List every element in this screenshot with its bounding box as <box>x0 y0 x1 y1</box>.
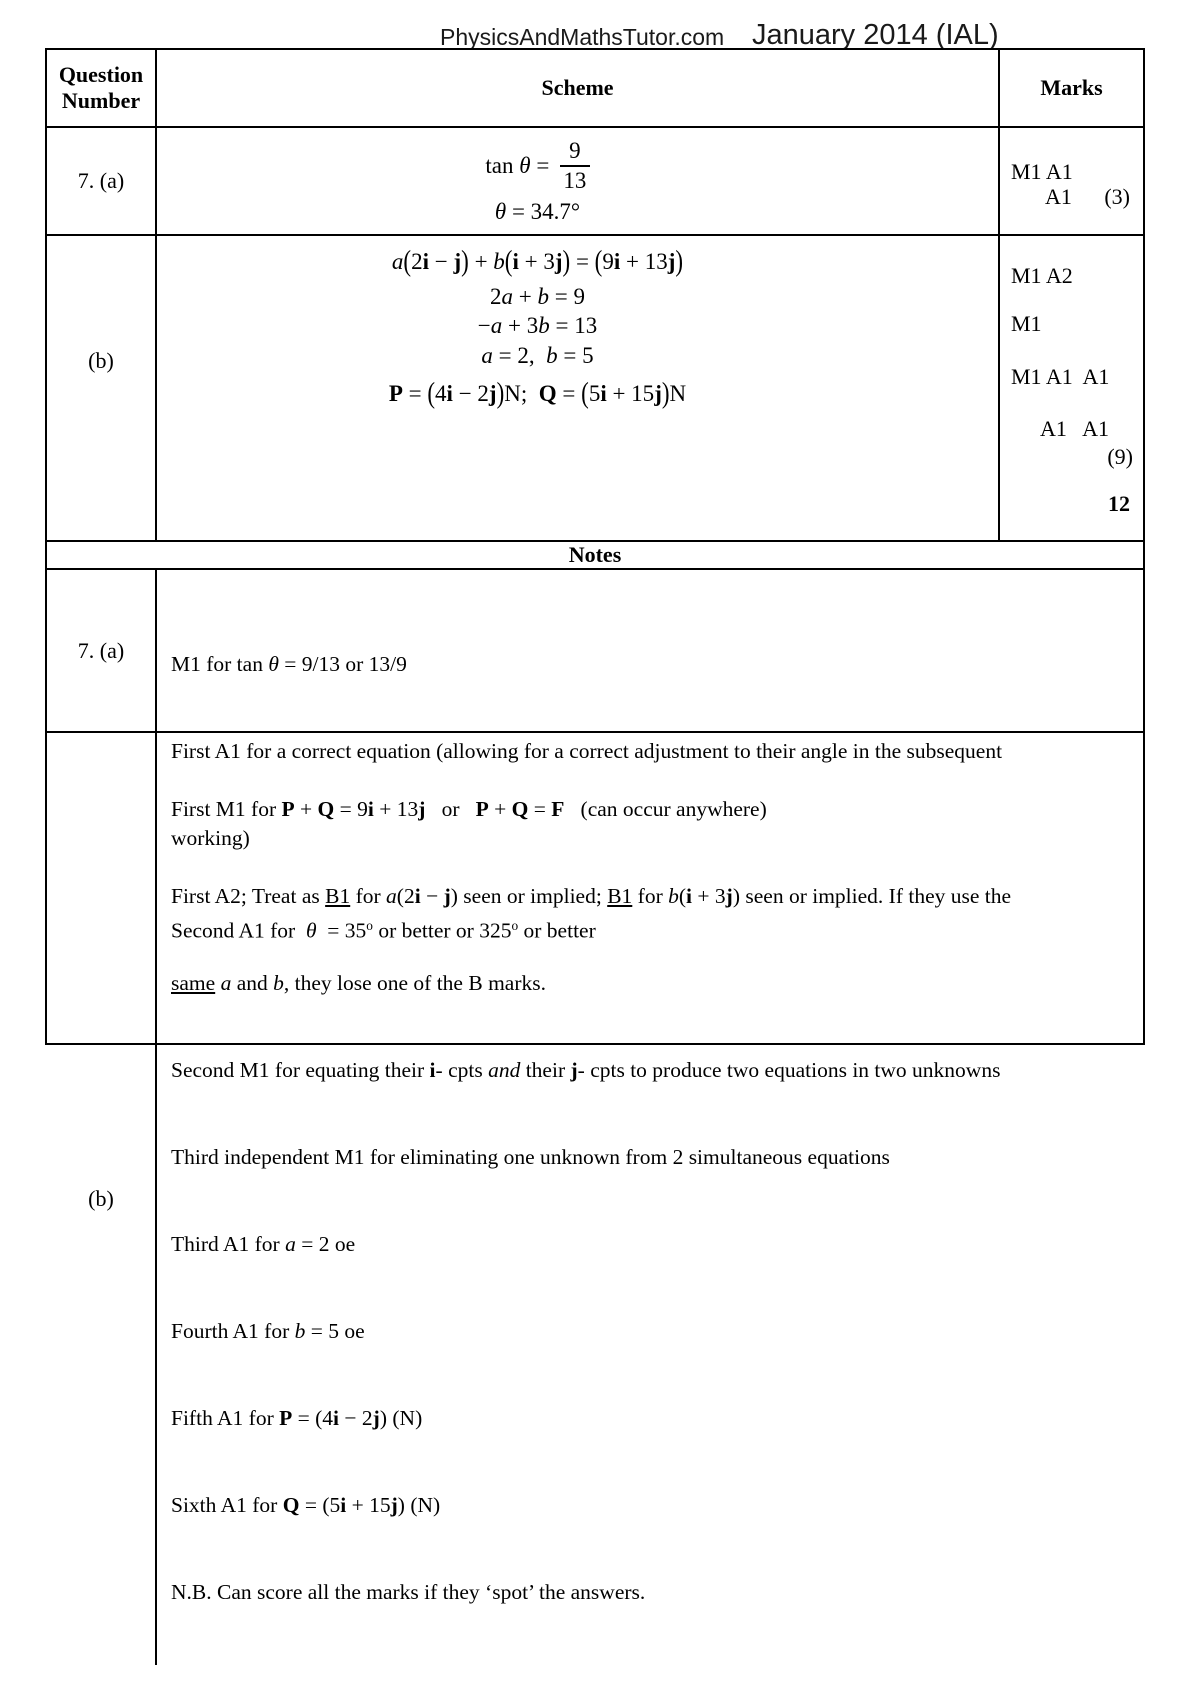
notes-band: Notes <box>47 540 1143 568</box>
note-line: same a and b, they lose one of the B marks. <box>171 971 546 995</box>
question-number-column-header: Question Number <box>47 50 157 126</box>
marks-column-header: Marks <box>998 50 1143 126</box>
equation-theta-result: θ = 34.7° <box>494 198 581 224</box>
mark-a1a1: A1 A1 <box>1040 416 1110 441</box>
scheme-row-7b <box>47 234 1143 540</box>
note-line: First M1 for P + Q = 9i + 13j or P + Q = F (can occur anywhere) <box>171 797 767 821</box>
note-line: Third independent M1 for eliminating one unknown from 2 simultaneous equations <box>171 1145 890 1169</box>
site-header: PhysicsAndMathsTutor.com <box>440 24 725 50</box>
note-line: M1 for tan θ = 9/13 or 13/9 <box>171 652 407 676</box>
mark-m1a1: M1 A1 <box>1011 159 1073 184</box>
mark-a1: A1 <box>1045 184 1072 209</box>
marks-cell-7b <box>998 236 1143 540</box>
fraction-numerator: 9 <box>560 138 590 167</box>
fraction-9-over-13 <box>560 138 590 194</box>
marks-cell-7a <box>998 128 1143 234</box>
fraction-denominator: 13 <box>563 167 587 193</box>
scheme-column-header: Scheme <box>541 75 614 100</box>
note-line: Fourth A1 for b = 5 oe <box>171 1319 365 1343</box>
notes-row-7b <box>47 731 1143 1665</box>
equation-a-b-solution: a = 2, b = 5 <box>481 343 594 368</box>
note-line: Second A1 for $\theta = 35^o$ or better or 325$^o$ or better <box>171 918 596 943</box>
equation-i-components: 2a + b = 9 <box>490 284 585 309</box>
question-label-7b: (b) <box>47 236 157 540</box>
note-line: First A2; Treat as B1 for a(2i − j) seen or implied; B1 for b(i + 3j) seen or implied. If they use the <box>171 884 1012 908</box>
note-line: Sixth A1 for Q = (5i + 15j) (N) <box>171 1493 441 1517</box>
notes-question-label-7a: 7. (a) <box>47 570 157 731</box>
equation-P-Q-result: P = (4i − 2j)N; Q = (5i + 15j)N <box>388 376 687 409</box>
exam-session-header: January 2014 (IAL) <box>752 19 999 51</box>
mark-m1a1a1: M1 A1 A1 <box>1011 364 1110 389</box>
notes-text-7b <box>157 733 1143 1665</box>
note-line: First A1 for a correct equation (allowing for a correct adjustment to their angle in the subsequent <box>171 739 1003 763</box>
note-line: Fifth A1 for P = (4i − 2j) (N) <box>171 1406 423 1430</box>
equation-tan-theta-lhs: tan θ = <box>485 152 556 178</box>
scheme-row-7a <box>47 126 1143 234</box>
mark-scheme-table <box>45 48 1145 1604</box>
notes-question-label-7b: (b) <box>47 733 157 1665</box>
note-line: N.B. Can score all the marks if they ‘spot’ the answers. <box>171 1580 646 1604</box>
mark-total-12: 12 <box>1108 491 1130 516</box>
note-line: working) <box>171 826 250 850</box>
equation-j-components: −a + 3b = 13 <box>477 313 598 338</box>
question-label-7a: 7. (a) <box>47 128 157 234</box>
mark-m1a2: M1 A2 <box>1011 263 1073 288</box>
mark-subtotal-9: (9) <box>1107 444 1133 469</box>
table-header-row <box>47 50 1143 126</box>
note-line: Third A1 for a = 2 oe <box>171 1232 356 1256</box>
note-line: Second M1 for equating their i- cpts and their j- cpts to produce two equations in two unknowns <box>171 1058 1001 1082</box>
scheme-cell-7b <box>157 236 998 540</box>
equation-vector-sum: a(2i − j) + b(i + 3j) = (9i + 13j) <box>391 244 684 277</box>
scheme-cell-7a <box>157 128 998 234</box>
mark-m1: M1 <box>1011 311 1042 336</box>
equation-tan-theta <box>485 138 589 194</box>
mark-subtotal-3: (3) <box>1104 184 1130 209</box>
